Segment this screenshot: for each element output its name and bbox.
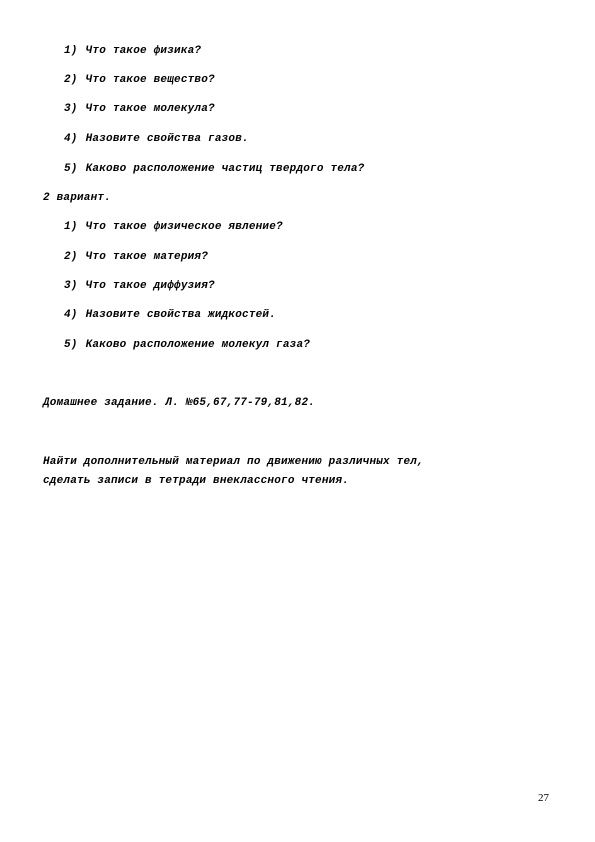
variant-2-heading: 2 вариант. bbox=[43, 192, 112, 204]
extra-task-line-1: Найти дополнительный материал по движению различных тел, bbox=[43, 456, 424, 468]
question-number: 3) bbox=[64, 280, 78, 292]
question-number: 1) bbox=[64, 221, 78, 233]
question-1-2 bbox=[64, 73, 215, 87]
question-2-4 bbox=[64, 308, 276, 322]
question-2-5 bbox=[64, 338, 310, 352]
homework-text: Домашнее задание. Л. №65,67,77-79,81,82. bbox=[43, 397, 316, 409]
question-number: 1) bbox=[64, 45, 78, 57]
question-text: Что такое физика? bbox=[85, 45, 202, 57]
extra-task-line-2: сделать записи в тетради внеклассного чтения. bbox=[43, 475, 350, 487]
question-2-3 bbox=[64, 279, 215, 293]
question-number: 3) bbox=[64, 103, 78, 115]
question-1-1 bbox=[64, 44, 201, 58]
question-number: 2) bbox=[64, 74, 78, 86]
question-text: Что такое материя? bbox=[85, 251, 209, 263]
question-number: 4) bbox=[64, 133, 78, 145]
question-text: Каково расположение молекул газа? bbox=[85, 339, 311, 351]
question-text: Что такое физическое явление? bbox=[85, 221, 283, 233]
question-text: Что такое диффузия? bbox=[85, 280, 215, 292]
question-number: 4) bbox=[64, 309, 78, 321]
page-number: 27 bbox=[538, 792, 549, 804]
question-1-3 bbox=[64, 102, 215, 116]
question-1-4 bbox=[64, 132, 249, 146]
question-number: 2) bbox=[64, 251, 78, 263]
question-number: 5) bbox=[64, 163, 78, 175]
question-1-5 bbox=[64, 162, 364, 176]
question-2-1 bbox=[64, 220, 283, 234]
question-text: Что такое молекула? bbox=[85, 103, 215, 115]
question-number: 5) bbox=[64, 339, 78, 351]
question-text: Что такое вещество? bbox=[85, 74, 215, 86]
question-text: Назовите свойства газов. bbox=[85, 133, 249, 145]
question-2-2 bbox=[64, 250, 208, 264]
question-text: Назовите свойства жидкостей. bbox=[85, 309, 277, 321]
question-text: Каково расположение частиц твердого тела? bbox=[85, 163, 365, 175]
